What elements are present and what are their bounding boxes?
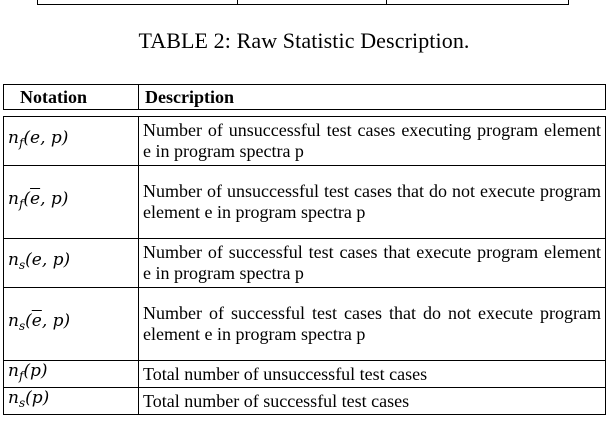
- description-cell: Number of unsuccessful test cases that do not execute program element e in program spectra p: [139, 166, 606, 239]
- description-cell: Number of successful test cases that do not execute program element e in program spectra p: [139, 288, 606, 361]
- description-cell: Number of unsuccessful test cases executing program element e in program spectra p: [139, 117, 606, 166]
- notation-cell: $n_f(e$, p): [4, 117, 139, 166]
- description-cell: Total number of successful test cases: [139, 388, 606, 415]
- table-row: [4, 166, 606, 239]
- previous-table-column-divider: [237, 0, 238, 4]
- table-caption: TABLE 2: Raw Statistic Description.: [138, 28, 470, 53]
- table-row: [4, 388, 606, 415]
- notation-cell: $n_f(p)$: [4, 361, 139, 388]
- notation-cell: $n_s(p)$: [4, 388, 139, 415]
- description-cell: Total number of unsuccessful test cases: [139, 361, 606, 388]
- table-row: [4, 288, 606, 361]
- notation-cell: $n_s(e$, p): [4, 239, 139, 288]
- previous-table-bottom-edge: [37, 0, 569, 5]
- raw-statistic-table: [3, 84, 606, 415]
- table-row: [4, 117, 606, 166]
- notation-cell: $n_s(\overline{e}$, p): [4, 288, 139, 361]
- notation-column-header: Notation: [4, 85, 139, 110]
- header-gap: [4, 110, 606, 117]
- table-row: [4, 361, 606, 388]
- description-cell: Number of successful test cases that execute program element e in program spectra p: [139, 239, 606, 288]
- description-column-header: Description: [139, 85, 606, 110]
- header-row: [4, 85, 606, 110]
- table-row: [4, 239, 606, 288]
- previous-table-column-divider: [386, 0, 387, 4]
- notation-cell: $n_f(\overline{e}$, p): [4, 166, 139, 239]
